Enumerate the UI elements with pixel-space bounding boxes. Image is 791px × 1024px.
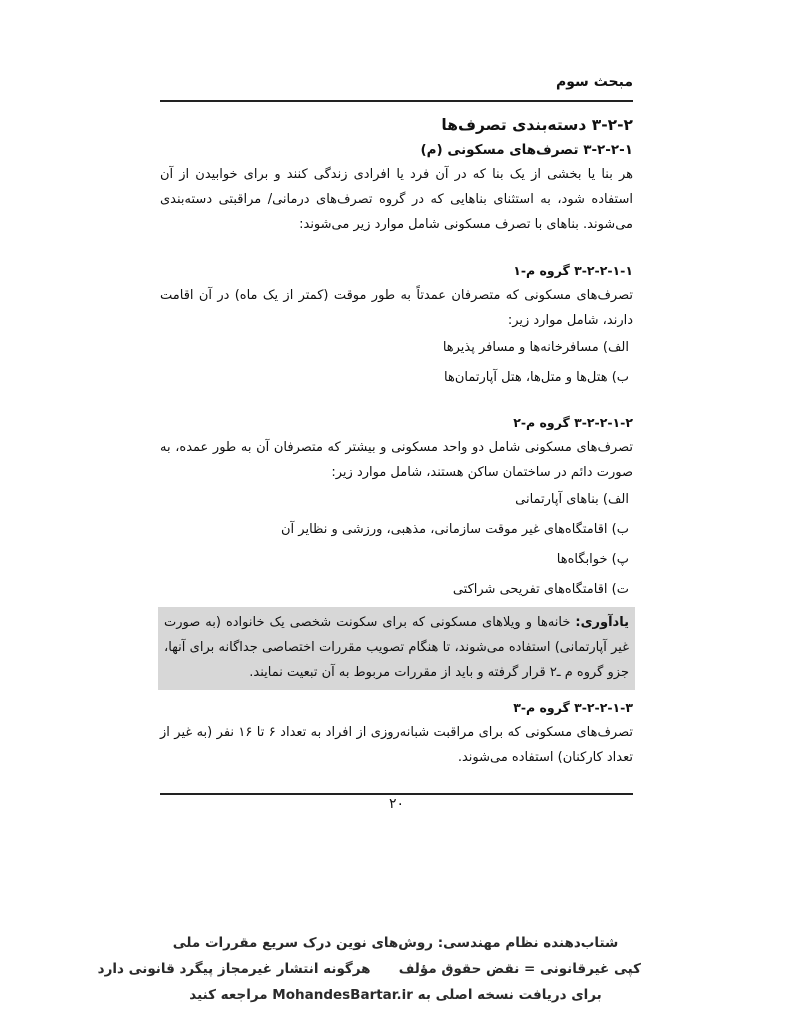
group-m1-item: الف) مسافرخانه‌ها و مسافر پذیرها: [442, 340, 629, 355]
reminder-note-box: [158, 607, 635, 690]
watermark-website-link[interactable]: MohandesBartar.ir: [272, 987, 413, 1003]
watermark-line-1: شتاب‌دهنده نظام مهندسی: روش‌های نوین درک سریع مقررات ملی: [172, 935, 619, 951]
header-divider: [160, 100, 633, 102]
group-m1-heading: ۳-۲-۲-۱-۱ گروه م-۱: [513, 263, 633, 278]
spacer: [160, 237, 633, 259]
group-m3-paragraph: تصرف‌های مسکونی که برای مراقبت شبانه‌روزی از افراد به تعداد ۶ تا ۱۶ نفر (به غیر از تعداد کارکنان) استفاده می‌شوند.: [160, 725, 633, 765]
reminder-note-text: خانه‌ها و ویلاهای مسکونی که برای سکونت شخصی یک خانواده (به صورت غیر آپارتمانی) استفاده می‌شوند، تا هنگام تصویب مقررات اختصاصی جداگانه برای آنها، جزو گروه م ـ۲ قرار گرفته و باید از مقررات مربوط به آن تبعیت نمایند.: [164, 615, 629, 680]
watermark-line-2: کپی غیرقانونی = نقض حقوق مؤلف هرگونه انتشار غیرمجاز پیگرد قانونی دارد: [97, 961, 641, 977]
group-m2-item: پ) خوابگاه‌ها: [556, 552, 629, 567]
spacer: [160, 393, 633, 411]
running-header-title: مبحث سوم: [556, 74, 633, 90]
group-m2-paragraph: تصرف‌های مسکونی شامل دو واحد مسکونی و بیشتر که متصرفان آن به طور عمده، به صورت دائم در ساختمان ساکن هستند، شامل موارد زیر:: [160, 440, 633, 480]
copyright-watermark: [97, 930, 641, 1008]
reminder-note-label: یادآوری:: [575, 615, 629, 630]
group-m2-item: ت) اقامتگاه‌های تفریحی شراکتی: [452, 582, 629, 597]
page-number: ۲۰: [388, 796, 405, 812]
group-m2-item: ب) اقامتگاه‌های غیر موقت سازمانی، مذهبی، ورزشی و نظایر آن: [280, 522, 629, 537]
watermark-line-3: [150, 982, 641, 1008]
group-m2-heading: ۳-۲-۲-۱-۲ گروه م-۲: [513, 415, 633, 430]
group-m2-item: الف) بناهای آپارتمانی: [515, 492, 629, 507]
section-heading-3-2-2: ۳-۲-۲ دسته‌بندی تصرف‌ها: [441, 116, 633, 134]
group-m3-heading: ۳-۲-۲-۱-۳ گروه م-۳: [513, 700, 633, 715]
group-m1-item: ب) هتل‌ها و متل‌ها، هتل آپارتمان‌ها: [444, 370, 629, 385]
residential-definition-paragraph: هر بنا یا بخشی از یک بنا که در آن فرد یا افرادی زندگی کنند و برای خوابیدن از آن استفاده شود، به استثنای بناهایی که در گروه تصرف‌های درمانی/ مراقبتی دسته‌بندی می‌شوند. بناهای با تصرف مسکونی شامل موارد زیر می‌شوند:: [160, 167, 633, 232]
section-heading-residential: ۳-۲-۲-۱ تصرف‌های مسکونی (م): [420, 142, 633, 158]
watermark-line-3-prefix: برای دریافت نسخه اصلی به: [412, 987, 602, 1003]
footer-divider: [160, 793, 633, 795]
page-content: [160, 112, 633, 770]
watermark-line-3-suffix: مراجعه کنید: [189, 987, 273, 1003]
group-m1-paragraph: تصرف‌های مسکونی که متصرفان عمدتاً به طور موقت (کمتر از یک ماه) در آن اقامت دارند، شامل موارد زیر:: [160, 288, 633, 328]
